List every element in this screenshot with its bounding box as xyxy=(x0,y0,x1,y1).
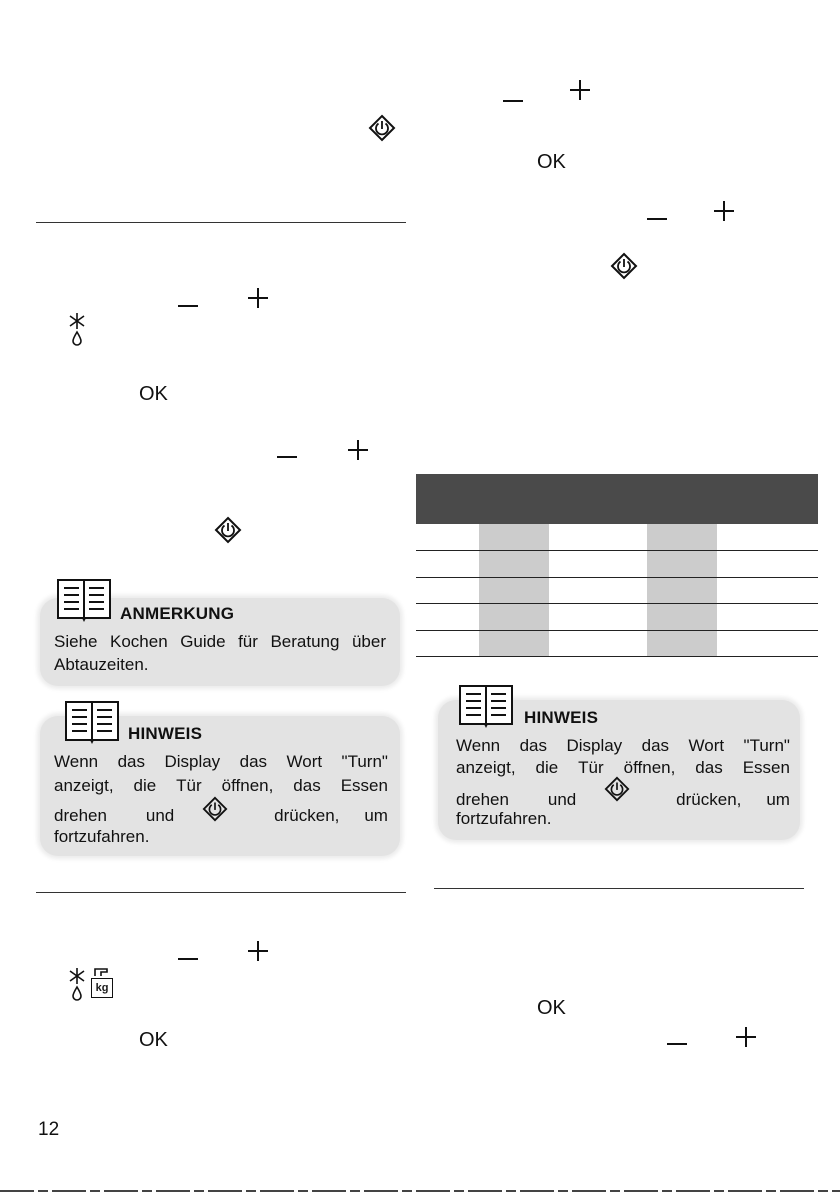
note-text-line: anzeigt, die Tür öffnen, das Essen xyxy=(54,776,388,795)
plus-icon xyxy=(714,201,734,221)
section-divider xyxy=(36,892,406,893)
table-header xyxy=(416,474,818,524)
start-icon xyxy=(368,114,396,142)
section-divider xyxy=(36,222,406,223)
ok-label: OK xyxy=(139,1029,168,1051)
minus-icon xyxy=(178,305,198,307)
note-title: ANMERKUNG xyxy=(120,604,235,623)
note-text-line: Abtauzeiten. xyxy=(54,655,149,674)
book-icon xyxy=(56,578,112,622)
note-text-line: fortzufahren. xyxy=(54,827,150,846)
table-row-line xyxy=(416,603,818,604)
note-text-line: fortzufahren. xyxy=(456,809,552,828)
note-title: HINWEIS xyxy=(524,708,599,727)
table-column-shaded xyxy=(647,524,717,657)
table-column-shaded xyxy=(479,524,549,657)
note-text-line: Wenn das Display das Wort "Turn" xyxy=(54,752,388,771)
section-divider xyxy=(434,888,804,889)
minus-icon xyxy=(277,456,297,458)
weight-badge: kg xyxy=(91,978,113,998)
start-icon xyxy=(202,796,228,822)
minus-icon xyxy=(667,1043,687,1045)
defrost-icon xyxy=(64,311,90,347)
minus-icon xyxy=(647,218,667,220)
start-icon xyxy=(604,776,630,802)
start-icon xyxy=(214,516,242,544)
plus-icon xyxy=(570,80,590,100)
note-text-line: anzeigt, die Tür öffnen, das Essen xyxy=(456,758,790,777)
table-row-line xyxy=(416,577,818,578)
note-text-line: Siehe Kochen Guide für Beratung über xyxy=(54,632,386,651)
minus-icon xyxy=(503,100,523,102)
plus-icon xyxy=(248,288,268,308)
weight-kg-icon xyxy=(90,966,112,998)
book-icon xyxy=(64,700,120,744)
table-row-line xyxy=(416,550,818,551)
plus-icon xyxy=(736,1027,756,1047)
ok-label: OK xyxy=(139,383,168,405)
note-text-line: Wenn das Display das Wort "Turn" xyxy=(456,736,790,755)
book-icon xyxy=(458,684,514,728)
defrost-icon xyxy=(64,966,90,1002)
note-text-line: drehen und drücken, um xyxy=(54,806,388,825)
plus-icon xyxy=(348,440,368,460)
minus-icon xyxy=(178,958,198,960)
page-number: 12 xyxy=(38,1119,60,1140)
ok-label: OK xyxy=(537,151,566,173)
note-title: HINWEIS xyxy=(128,724,203,743)
ok-label: OK xyxy=(537,997,566,1019)
note-text-line: drehen und drücken, um xyxy=(456,790,790,809)
table-row-line xyxy=(416,656,818,657)
start-icon xyxy=(610,252,638,280)
table-row-line xyxy=(416,630,818,631)
plus-icon xyxy=(248,941,268,961)
